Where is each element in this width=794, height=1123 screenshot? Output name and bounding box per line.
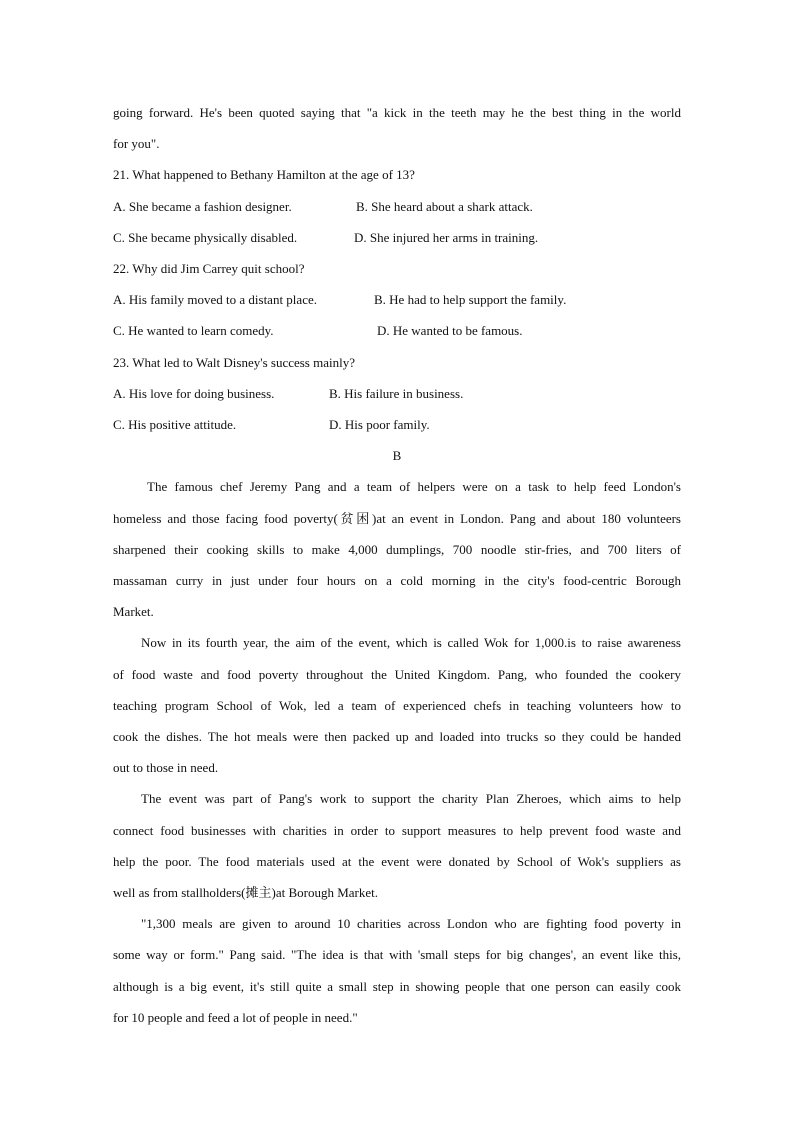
option-d: D. He wanted to be famous. xyxy=(377,323,523,339)
passage-line: of food waste and food poverty throughout the United Kingdom. Pang, who founded the cookery xyxy=(113,666,681,682)
option-c: C. She became physically disabled. xyxy=(113,229,298,245)
passage-line: going forward. He's been quoted saying that "a kick in the teeth may he the best thing in the world xyxy=(113,105,681,120)
option-d: D. His poor family. xyxy=(329,416,430,432)
question-stem: 23. What led to Walt Disney's success mainly? xyxy=(113,354,355,370)
passage-line: massaman curry in just under four hours on a cold morning in the city's food-centric Borough xyxy=(113,572,681,588)
passage-line: homeless and those facing food poverty(贫困)at an event in London. Pang and about 180 volunteers xyxy=(113,510,681,526)
passage-line: help the poor. The food materials used at the event were donated by School of Wok's suppliers as xyxy=(113,853,681,869)
passage-line: sharpened their cooking skills to make 4,000 dumplings, 700 noodle stir-fries, and 700 liters of xyxy=(113,541,681,557)
option-b: B. His failure in business. xyxy=(329,385,464,401)
option-a: A. His family moved to a distant place. xyxy=(113,292,317,308)
option-row xyxy=(113,284,681,315)
passage-line: out to those in need. xyxy=(113,760,219,776)
option-a: A. She became a fashion designer. xyxy=(113,198,292,214)
passage-line: "1,300 meals are given to around 10 charities across London who are fighting food poverty in xyxy=(141,916,681,932)
option-b: B. She heard about a shark attack. xyxy=(356,198,533,214)
option-a: A. His love for doing business. xyxy=(113,385,275,401)
option-row xyxy=(113,191,681,222)
passage-line: The event was part of Pang's work to support the charity Plan Zheroes, which aims to help xyxy=(141,791,681,807)
option-b: B. He had to help support the family. xyxy=(374,292,567,308)
passage-line: connect food businesses with charities in order to support measures to help prevent food waste and xyxy=(113,822,681,838)
passage-line: well as from stallholders(摊主)at Borough Market. xyxy=(113,884,378,900)
option-d: D. She injured her arms in training. xyxy=(354,229,539,245)
option-row xyxy=(113,222,681,253)
section-label: B xyxy=(392,448,402,464)
option-row xyxy=(113,378,681,409)
passage-line: although is a big event, it's still quite a small step in showing people that one person can easily cook xyxy=(113,978,681,994)
passage-line: cook the dishes. The hot meals were then packed up and loaded into trucks so they could be handed xyxy=(113,728,681,744)
passage-line: for you". xyxy=(113,136,160,152)
option-c: C. He wanted to learn comedy. xyxy=(113,323,274,339)
passage-line: teaching program School of Wok, led a team of experienced chefs in teaching volunteers how to xyxy=(113,697,681,713)
passage-line: Market. xyxy=(113,604,154,620)
passage-line: The famous chef Jeremy Pang and a team of helpers were on a task to help feed London's xyxy=(147,479,681,495)
option-row xyxy=(113,315,681,346)
option-c: C. His positive attitude. xyxy=(113,416,237,432)
passage-line: Now in its fourth year, the aim of the event, which is called Wok for 1,000.is to raise awareness xyxy=(141,635,681,651)
question-stem: 21. What happened to Bethany Hamilton at the age of 13? xyxy=(113,167,415,183)
passage-line: for 10 people and feed a lot of people in need." xyxy=(113,1009,358,1025)
option-row xyxy=(113,409,681,440)
page-content xyxy=(113,97,681,1033)
question-stem: 22. Why did Jim Carrey quit school? xyxy=(113,260,305,276)
passage-line: some way or form." Pang said. "The idea is that with 'small steps for big changes', an event like this, xyxy=(113,947,681,963)
